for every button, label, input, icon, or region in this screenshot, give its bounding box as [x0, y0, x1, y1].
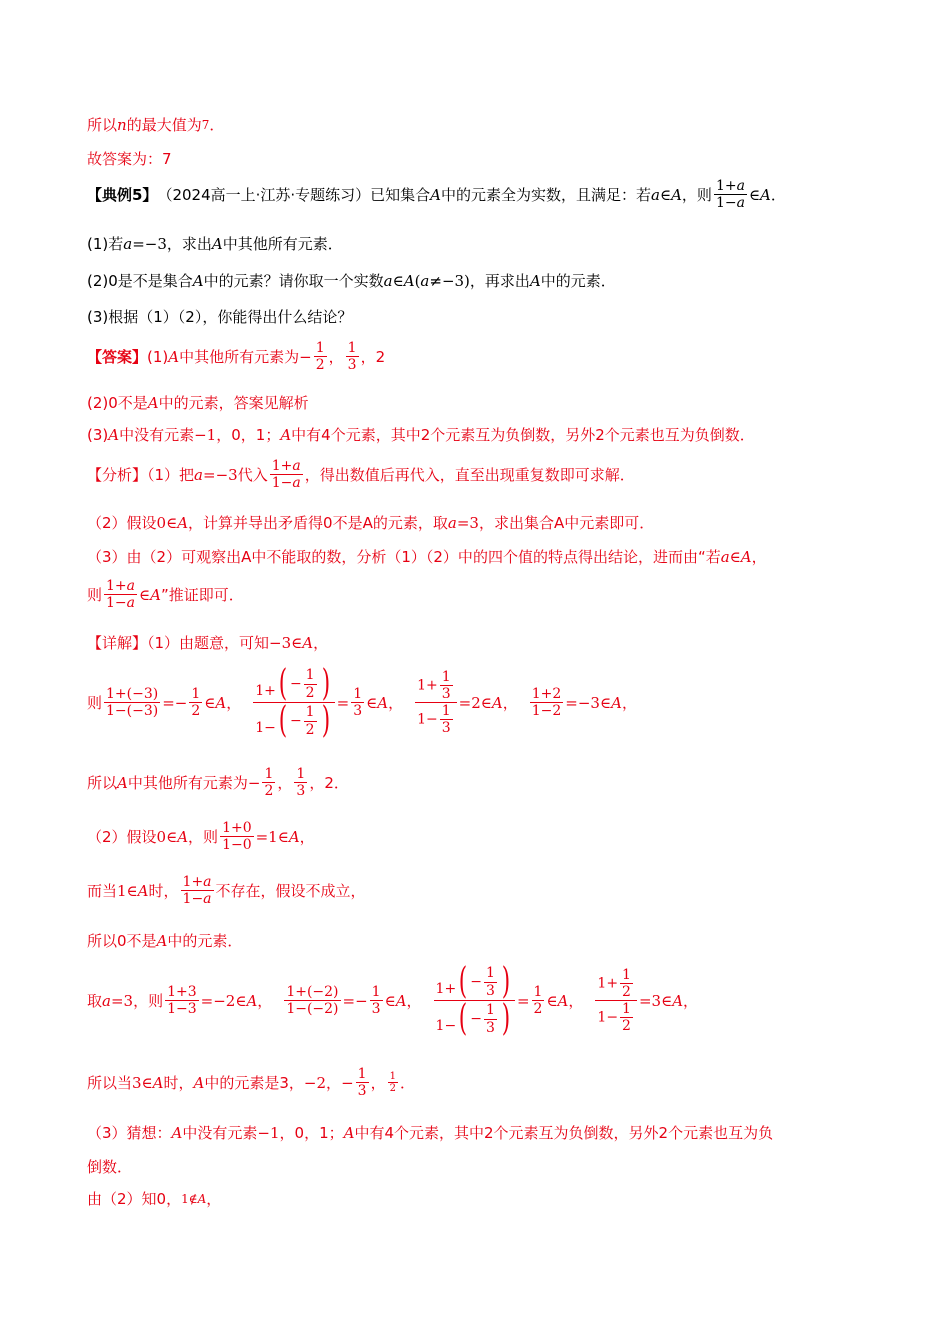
line-5: (2)0是不是集合 A 中的元素？请你取一个实数 a ∈ A ( a ≠−3) ，再求出 A 中的元素．	[87, 271, 616, 290]
line-11: （2）假设 0∈ A ，计算并导出矛盾得0不是A的元素，取 a =3 ，求出集合A中元素即可．	[87, 513, 655, 532]
line-13: 则 $\frac{1+a}{1-a}$ ∈ A ”推证即可．	[87, 578, 244, 612]
line-9: (3) A 中没有元素 −1 ，0，1； A 中有4个元素，其中2个元素互为负倒数，另外2个元素也互为负倒数．	[87, 425, 755, 444]
line-23: 倒数．	[87, 1158, 133, 1176]
line-1: 所以 n 的最大值为 7 ．	[87, 115, 225, 134]
line-17: （2）假设 0∈ A ，则 $\frac{1+0}{1-0}$ =1∈ A ，	[87, 820, 315, 854]
line-24: 由（2）知0， 1∉ A ，	[87, 1190, 222, 1208]
line-18: 而当 1∈ A 时， $\frac{1+a}{1-a}$ 不存在，假设不成立，	[87, 874, 366, 908]
line-20: 取 a =3 ，则 $\frac{1+3}{1-3}$ =−2∈ A ， $\frac{1+(-2)}{1-(-2)}$ =− $\frac{1}{3}$ ∈ A ， 1+ ( − $\frac{1}{3}$ ) 1− ( − $\frac{1}{3}$ ) = $\frac{1}{2}$ ∈ A ， 1+ $\frac{1}{2}$ 1− $\frac{1}{2}$ =3∈ A ，	[87, 961, 699, 1039]
line-2: 故答案为：7	[87, 150, 172, 168]
line-15: 则 $\frac{1+(-3)}{1-(-3)}$ =− $\frac{1}{2}$ ∈ A ， 1+ ( − $\frac{1}{2}$ ) 1− ( − $\frac{1}{2}$ ) = $\frac{1}{3}$ ∈ A ， 1+ $\frac{1}{3}$ 1− $\frac{1}{3}$ =2∈ A ， $\frac{1+2}{1-2}$ =−3∈ A ，	[87, 663, 637, 741]
line-14: 【详解】（1）由题意，可知 −3∈ A ，	[87, 633, 329, 652]
line-22: （3）猜想： A 中没有元素 −1 ，0，1； A 中有4个元素，其中2个元素互为负倒数，另外2个元素也互为负	[87, 1123, 774, 1142]
line-10: 【分析】（1）把 a =−3 代入 $\frac{1+a}{1-a}$ ，得出数值后再代入，直至出现重复数即可求解．	[87, 458, 635, 492]
line-12: （3）由（2）可观察出A中不能取的数，分析（1）（2）中的四个值的特点得出结论，进而由“若 a ∈ A ，	[87, 547, 767, 566]
line-7: 【答案】 (1) A 中其他所有元素为 − $\frac{1}{2}$ ， $\frac{1}{3}$ ，2	[87, 340, 386, 374]
line-16: 所以 A 中其他所有元素为 − $\frac{1}{2}$ ， $\frac{1}{3}$ ，2．	[87, 766, 349, 800]
line-21: 所以当 3∈ A 时， A 中的元素是3， −2 ， − $\frac{1}{3}$ ， $\frac{1}{2}$ ．	[87, 1066, 415, 1100]
line-4: (1)若 a =−3 ，求出 A 中其他所有元素．	[87, 234, 343, 253]
line-6: (3)根据（1）（2），你能得出什么结论？	[87, 308, 353, 326]
line-3: 【典例5】 （2024高一上·江苏·专题练习）已知集合 A 中的元素全为实数，且满足：若 a ∈ A ，则 $\frac{1+a}{1-a}$ ∈ A ．	[87, 178, 786, 212]
line-19: 所以0不是 A 中的元素．	[87, 931, 243, 950]
line-8: (2)0不是 A 中的元素，答案见解析	[87, 393, 309, 412]
